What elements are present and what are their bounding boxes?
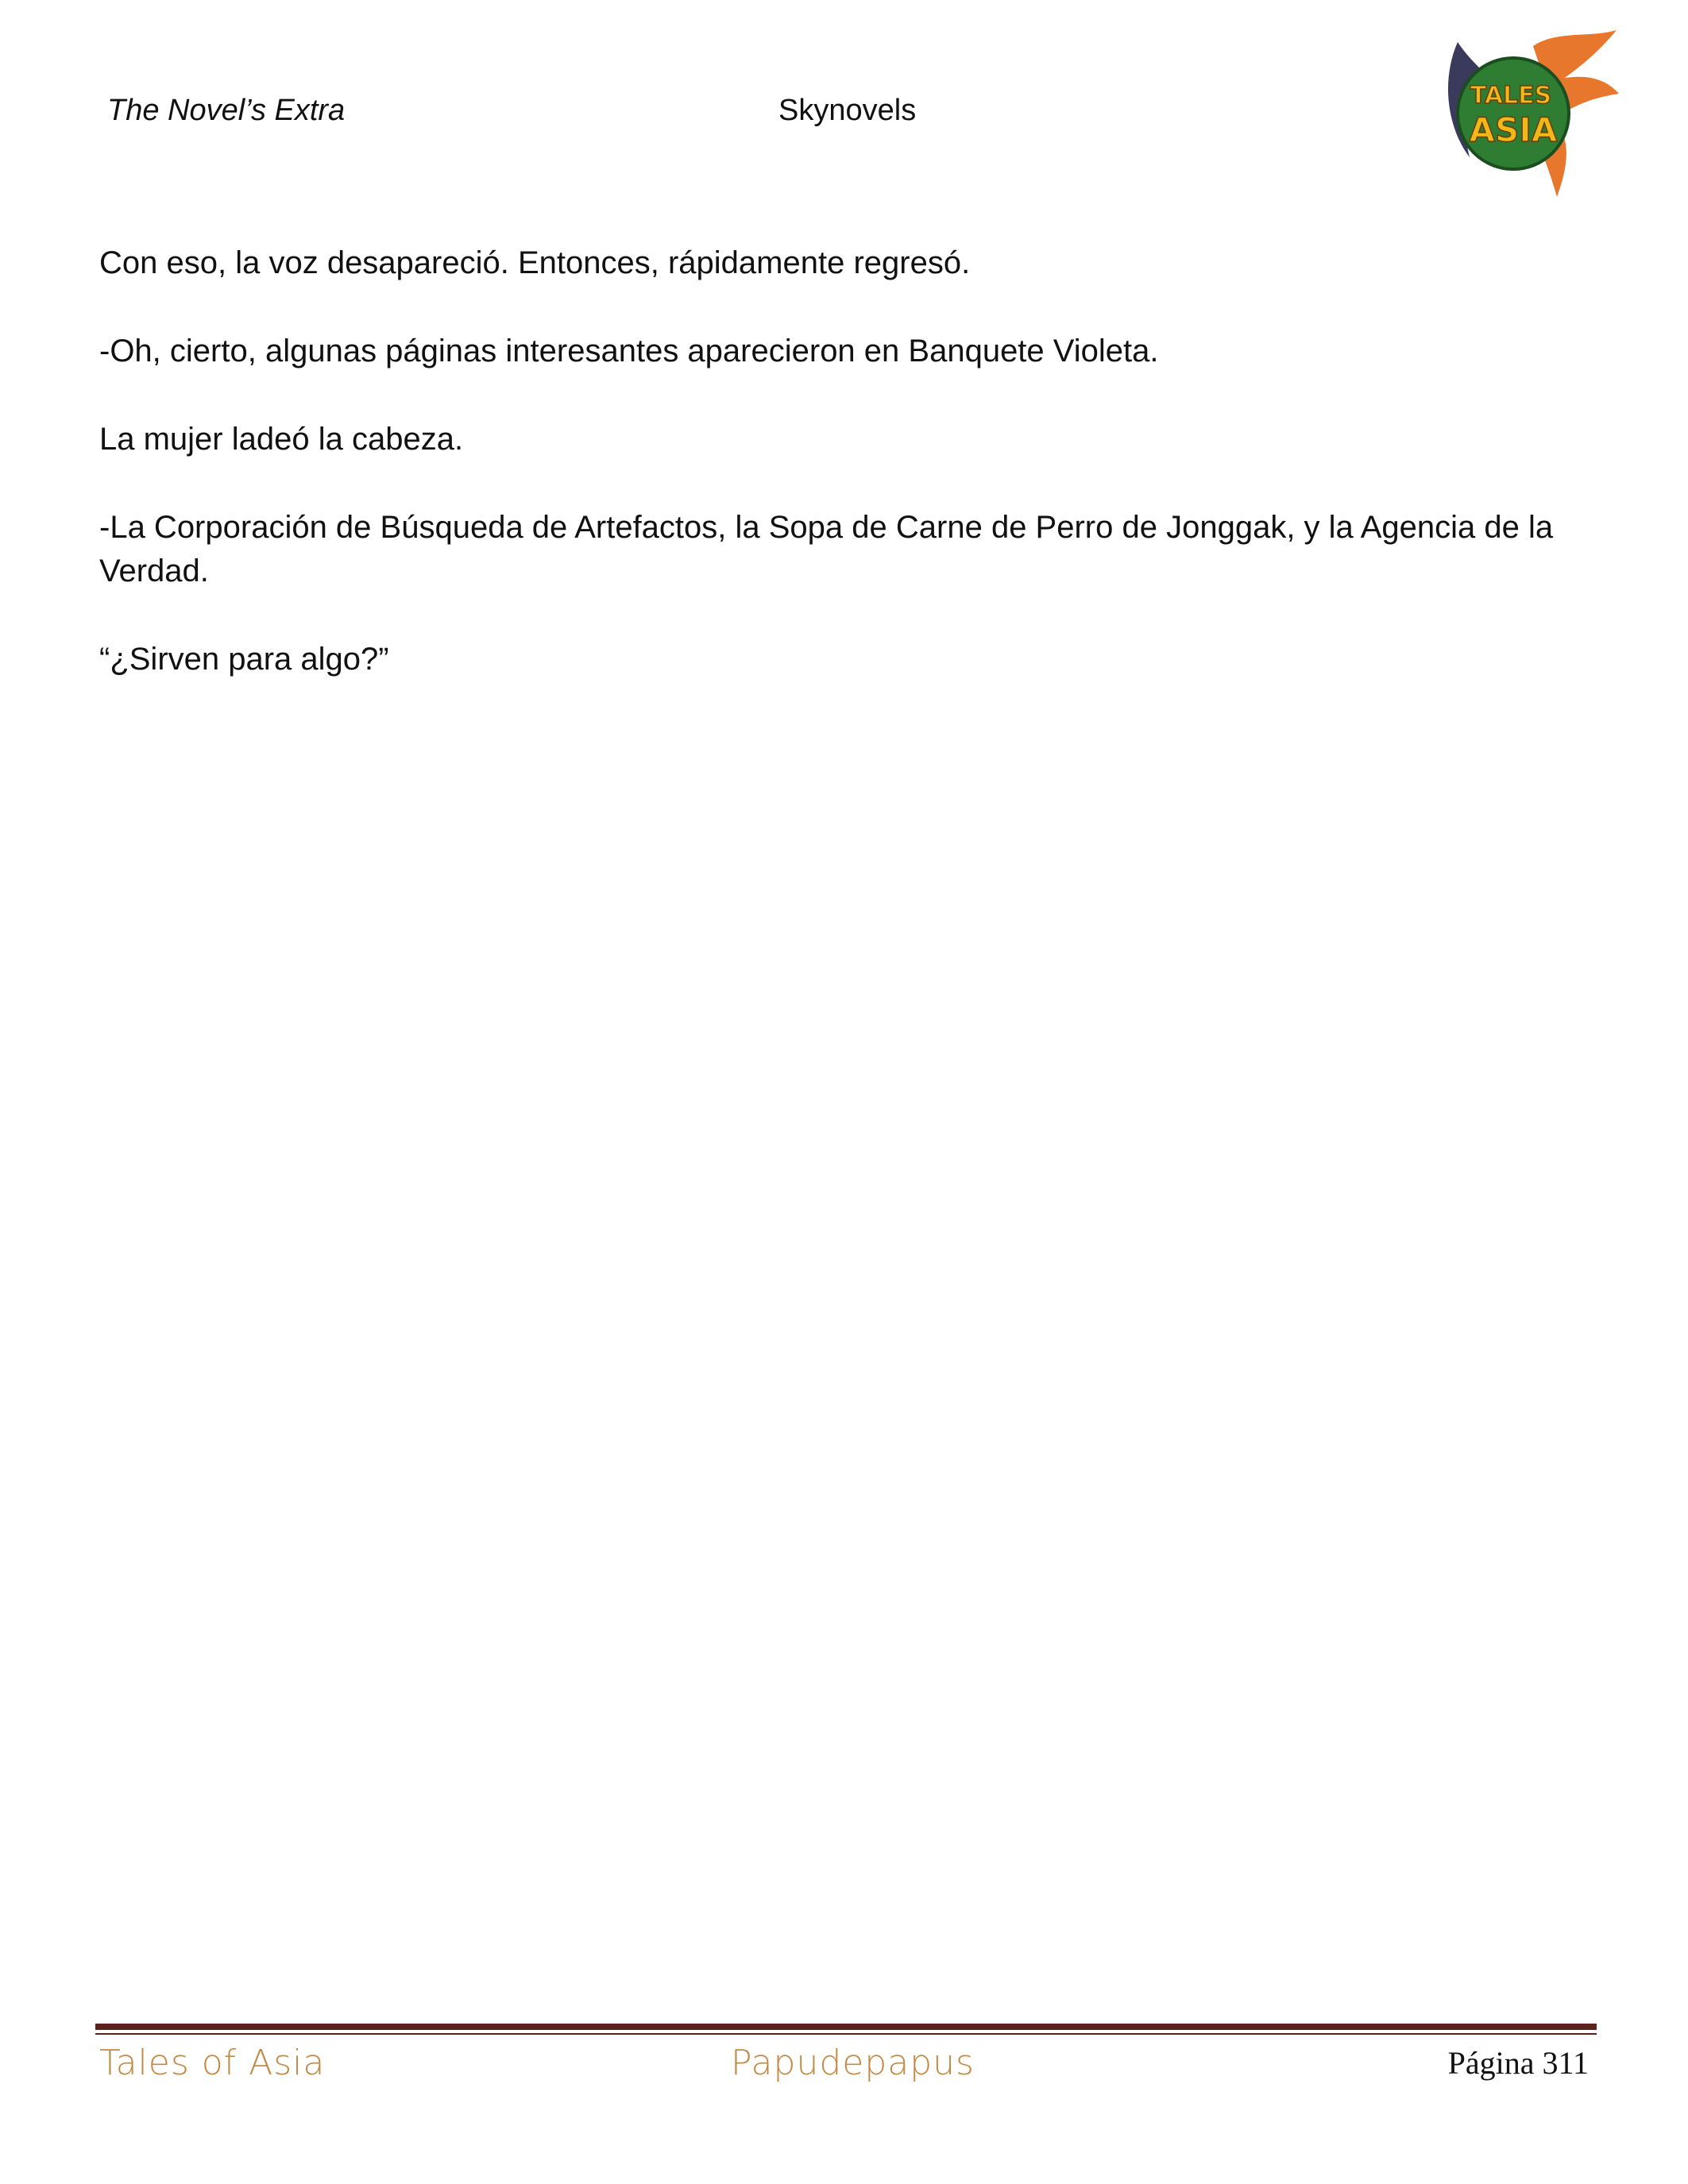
paragraph: La mujer ladeó la cabeza. [99,422,464,457]
header-novel-title: The Novel’s Extra [107,94,346,127]
footer-translator: Papudepapus [731,2043,975,2083]
footer-page-number: Página 311 [1447,2045,1589,2081]
logo-text-asia: ASIA [1469,110,1558,149]
page-body [99,241,1597,726]
footer-site-name: Tales of Asia [99,2043,326,2083]
paragraph: Con eso, la voz desapareció. Entonces, rápidamente regresó. [99,245,971,280]
paragraph: “¿Sirven para algo?” [99,642,389,677]
logo-text-tales: TALES [1470,82,1552,110]
paragraph: -La Corporación de Búsqueda de Artefactos, la Sopa de Carne de Perro de Jonggak, y la Agencia de la Verdad. [99,510,1554,588]
footer-divider-thin [95,2033,1597,2035]
tales-of-asia-logo [1438,30,1620,201]
header-site-name: Skynovels [778,94,917,127]
paragraph: -Oh, cierto, algunas páginas interesantes aparecieron en Banquete Violeta. [99,334,1159,369]
footer-divider [95,2024,1597,2030]
